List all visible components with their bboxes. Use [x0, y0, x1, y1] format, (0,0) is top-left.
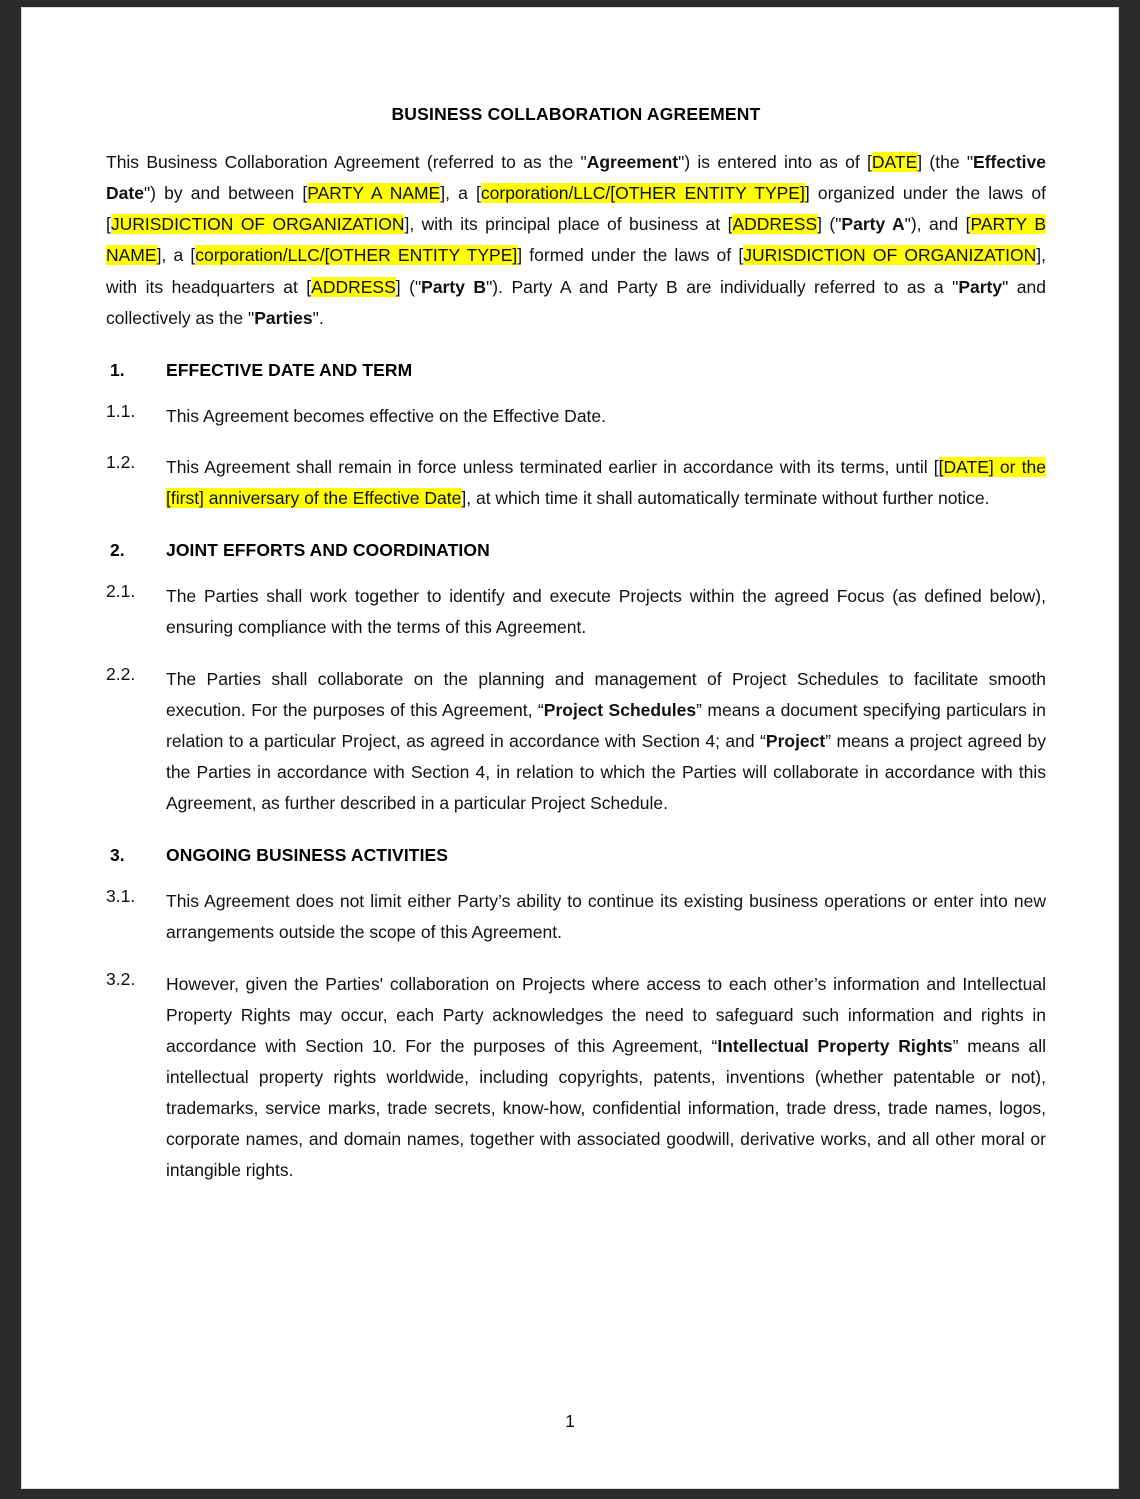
preamble-text-14: "). Party A and Party B are individually referred to as a ": [486, 276, 959, 297]
clause-text: [166, 452, 1046, 514]
preamble-term-effective-date: Effective Date: [106, 152, 1046, 204]
preamble-term-agreement: Agreement: [586, 152, 679, 172]
clause-text: [166, 581, 1046, 643]
preamble-text-4: ") by and between [: [143, 183, 308, 204]
section-heading: [106, 845, 1046, 866]
page-title: BUSINESS COLLABORATION AGREEMENT: [391, 104, 761, 124]
clause-text-part: This Agreement does not limit either Party’s ability to continue its existing business operations or enter into new arrangements outside the scope of this Agreement.: [166, 891, 1046, 943]
clause-number: 2.2.: [106, 663, 136, 684]
clause: [106, 664, 1046, 820]
defined-term-project-schedules: Project Schedules: [543, 699, 697, 720]
clause-text-part: However, given the Parties' collaboration on Projects where access to each other’s information and Intellectual Property Rights may occur, each Party acknowledges the need to safeguard such information and rights in accordance with Section 10. For the purposes of this Agreement, “: [166, 973, 1046, 1056]
defined-term-project: Project: [765, 730, 826, 751]
section-title: JOINT EFFORTS AND COORDINATION: [166, 540, 490, 561]
section-heading: [106, 360, 1046, 381]
section-number: 3.: [110, 845, 125, 866]
clause-text-part: The Parties shall collaborate on the planning and management of Project Schedules to facilitate smooth execution. For the purposes of this Agreement, “: [166, 668, 1046, 720]
placeholder-party-a-name: PARTY A NAME: [307, 183, 441, 204]
preamble-text-2: ") is entered into as of [: [678, 152, 872, 172]
preamble-text-5: ], a [: [440, 183, 481, 204]
clause-text-part: This Agreement shall remain in force unless terminated earlier in accordance with its terms, until [: [166, 456, 939, 477]
clause-text-part: The Parties shall work together to identify and execute Projects within the agreed Focus (as defined below), ensuring compliance with the terms of this Agreement.: [166, 586, 1046, 638]
section-title: EFFECTIVE DATE AND TERM: [166, 359, 413, 380]
clause-text-part: This Agreement becomes effective on the Effective Date.: [166, 405, 607, 426]
clause: [106, 401, 1046, 432]
placeholder-party-a-jurisdiction: JURISDICTION OF ORGANIZATION: [110, 214, 405, 235]
placeholder-party-b-name: PARTY B NAME: [106, 214, 1047, 266]
clause-number: 3.2.: [106, 968, 136, 989]
placeholder-party-a-address: ADDRESS: [732, 214, 818, 235]
clause-text: [166, 886, 1046, 948]
document-page: [22, 8, 1118, 1488]
clause: [106, 886, 1046, 948]
clause-text: [166, 664, 1046, 820]
page-content: [22, 8, 1118, 1488]
preamble-text-13: ] (": [395, 276, 422, 297]
preamble-text-6: ] organized under the laws of [: [106, 183, 1046, 235]
clause-number: 1.2.: [106, 451, 136, 472]
clause-text-part: ” means a document specifying particulars in relation to a particular Project, as agreed in accordance with Section 4; and “: [166, 699, 1046, 751]
page-number: 1: [565, 1411, 575, 1431]
section-title: ONGOING BUSINESS ACTIVITIES: [166, 845, 449, 866]
preamble-term-parties: Parties: [254, 307, 313, 328]
section-number: 1.: [110, 359, 125, 380]
clause: [106, 969, 1046, 1187]
placeholder-party-b-address: ADDRESS: [311, 276, 396, 297]
clause: [106, 581, 1046, 643]
preamble-text-9: "), and [: [904, 214, 971, 235]
clause-text: [166, 401, 1046, 432]
clause-text-part: ” means a project agreed by the Parties in accordance with Section 4, in relation to which the Parties will collaborate in accordance with this Agreement, as further described in a particular Project Schedule.: [166, 730, 1046, 814]
clause-number: 3.1.: [106, 886, 136, 907]
section-number: 2.: [110, 540, 125, 561]
placeholder-term-end-date: [DATE] or the [first] anniversary of the Effective Date: [166, 456, 1046, 509]
preamble-text-8: ] (": [817, 214, 842, 235]
clause-text-part: ” means all intellectual property rights worldwide, including copyrights, patents, inventions (whether patentable or not), trademarks, service marks, trade secrets, know-how, confidential information, trade dress, trade names, logos, corporate names, and domain names, together with associated goodwill, derivative works, and all other moral or intangible rights.: [166, 1035, 1047, 1181]
section-heading: [106, 540, 1046, 561]
preamble-paragraph: [106, 147, 1046, 334]
preamble-text-3: ] (the ": [917, 152, 974, 172]
clause-number: 2.1.: [106, 581, 136, 602]
preamble-text-1: This Business Collaboration Agreement (referred to as the ": [106, 152, 587, 172]
clause-text: [166, 969, 1046, 1187]
preamble-text-11: ] formed under the laws of [: [517, 245, 744, 266]
preamble-term-party: Party: [958, 276, 1003, 297]
placeholder-date: DATE: [871, 152, 918, 172]
placeholder-party-b-entity-type: corporation/LLC/[OTHER ENTITY TYPE]: [195, 245, 518, 266]
defined-term-ip-rights: Intellectual Property Rights: [717, 1035, 953, 1056]
placeholder-party-b-jurisdiction: JURISDICTION OF ORGANIZATION: [743, 245, 1037, 266]
clause-number: 1.1.: [106, 400, 136, 421]
preamble-text-12: ], with its headquarters at [: [106, 245, 1046, 297]
placeholder-party-a-entity-type: corporation/LLC/[OTHER ENTITY TYPE]: [480, 183, 805, 204]
preamble-text-16: ".: [312, 307, 324, 328]
preamble-text-15: " and collectively as the ": [106, 276, 1046, 328]
preamble-text-7: ], with its principal place of business at [: [404, 214, 733, 235]
preamble-term-party-b: Party B: [421, 276, 487, 297]
clause: [106, 452, 1046, 514]
preamble-term-party-a: Party A: [841, 214, 905, 235]
preamble-text-10: ], a [: [156, 245, 196, 266]
clause-text-part: ], at which time it shall automatically terminate without further notice.: [461, 488, 990, 509]
